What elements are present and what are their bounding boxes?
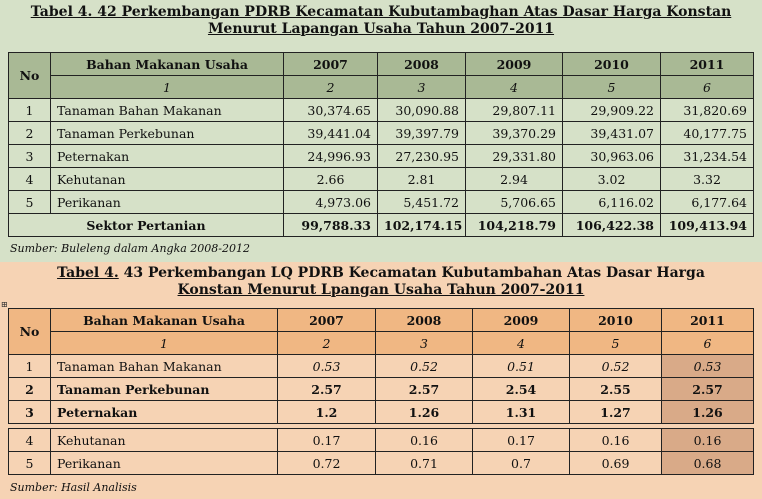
row-value: 3.32 — [661, 168, 754, 191]
table1-source: Sumber: Buleleng dalam Angka 2008-2012 — [10, 242, 251, 255]
table2-title-rest: 43 Perkembangan LQ PDRB Kecamatan Kubutambahan Atas Dasar Harga — [118, 265, 705, 281]
row-item: Peternakan — [51, 401, 278, 424]
index-cell: 2 — [278, 332, 376, 355]
row-value: 0.53 — [278, 355, 376, 378]
row-no: 4 — [9, 168, 51, 191]
row-value: 2.66 — [284, 168, 378, 191]
row-item: Kehutanan — [51, 429, 278, 452]
row-value: 0.16 — [662, 429, 754, 452]
row-no: 3 — [9, 145, 51, 168]
lq-table — [8, 308, 754, 475]
table-row — [9, 99, 754, 122]
row-item: Perikanan — [51, 191, 284, 214]
row-value: 29,807.11 — [466, 99, 563, 122]
row-value: 4,973.06 — [284, 191, 378, 214]
row-item: Tanaman Bahan Makanan — [51, 99, 284, 122]
table-row — [9, 429, 754, 452]
row-value: 31,234.54 — [661, 145, 754, 168]
row-item: Kehutanan — [51, 168, 284, 191]
row-value: 29,909.22 — [563, 99, 661, 122]
row-value: 0.17 — [278, 429, 376, 452]
row-value: 24,996.93 — [284, 145, 378, 168]
row-value: 2.81 — [378, 168, 466, 191]
move-handle-icon[interactable]: ⊞ — [1, 300, 8, 309]
row-value: 1.26 — [662, 401, 754, 424]
table-row — [9, 378, 754, 401]
total-value: 99,788.33 — [284, 214, 378, 237]
header-year: 2008 — [378, 53, 466, 76]
row-value: 2.57 — [662, 378, 754, 401]
row-value: 31,820.69 — [661, 99, 754, 122]
row-no: 5 — [9, 191, 51, 214]
table1-title-line1: Tabel 4. 42 Perkembangan PDRB Kecamatan Kubutambaghan Atas Dasar Harga Konstan — [30, 4, 732, 20]
table1-title — [0, 4, 762, 38]
row-value: 39,397.79 — [378, 122, 466, 145]
row-item: Tanaman Perkebunan — [51, 378, 278, 401]
row-value: 6,177.64 — [661, 191, 754, 214]
index-cell: 6 — [662, 332, 754, 355]
total-value: 102,174.15 — [378, 214, 466, 237]
row-value: 1.26 — [376, 401, 473, 424]
row-value: 5,706.65 — [466, 191, 563, 214]
lq-section — [0, 262, 762, 499]
row-item: Tanaman Bahan Makanan — [51, 355, 278, 378]
row-item: Perikanan — [51, 452, 278, 475]
row-value: 5,451.72 — [378, 191, 466, 214]
row-value: 2.94 — [466, 168, 563, 191]
header-year: 2011 — [662, 309, 754, 332]
table2-source: Sumber: Hasil Analisis — [10, 481, 137, 494]
table-row — [9, 145, 754, 168]
header-year: 2009 — [473, 309, 570, 332]
row-value: 0.71 — [376, 452, 473, 475]
header-item: Bahan Makanan Usaha — [51, 309, 278, 332]
index-cell: 5 — [570, 332, 662, 355]
row-value: 0.72 — [278, 452, 376, 475]
row-value: 30,374.65 — [284, 99, 378, 122]
total-label: Sektor Pertanian — [9, 214, 284, 237]
row-value: 0.16 — [570, 429, 662, 452]
total-row — [9, 214, 754, 237]
row-value: 1.27 — [570, 401, 662, 424]
header-year: 2010 — [570, 309, 662, 332]
index-cell: 4 — [473, 332, 570, 355]
index-cell: 3 — [378, 76, 466, 99]
header-no: No — [9, 53, 51, 99]
row-value: 39,370.29 — [466, 122, 563, 145]
row-value: 2.57 — [376, 378, 473, 401]
row-value: 2.57 — [278, 378, 376, 401]
row-value: 39,441.04 — [284, 122, 378, 145]
row-value: 0.7 — [473, 452, 570, 475]
header-year: 2007 — [278, 309, 376, 332]
row-value: 40,177.75 — [661, 122, 754, 145]
row-no: 2 — [9, 378, 51, 401]
row-no: 1 — [9, 99, 51, 122]
header-year: 2010 — [563, 53, 661, 76]
row-value: 0.69 — [570, 452, 662, 475]
header-item: Bahan Makanan Usaha — [51, 53, 284, 76]
table1-title-line2: Menurut Lapangan Usaha Tahun 2007-2011 — [207, 21, 555, 37]
row-value: 0.17 — [473, 429, 570, 452]
row-value: 2.54 — [473, 378, 570, 401]
index-cell: 3 — [376, 332, 473, 355]
row-value: 0.51 — [473, 355, 570, 378]
index-cell: 4 — [466, 76, 563, 99]
row-value: 0.68 — [662, 452, 754, 475]
row-item: Peternakan — [51, 145, 284, 168]
index-cell: 1 — [51, 332, 278, 355]
index-cell: 1 — [51, 76, 284, 99]
row-value: 0.16 — [376, 429, 473, 452]
row-no: 5 — [9, 452, 51, 475]
table2-title-prefix: Tabel 4. — [57, 265, 119, 281]
row-value: 0.52 — [376, 355, 473, 378]
row-no: 2 — [9, 122, 51, 145]
table-row — [9, 452, 754, 475]
table-row — [9, 355, 754, 378]
index-cell: 5 — [563, 76, 661, 99]
total-value: 106,422.38 — [563, 214, 661, 237]
table2-title-line2: Konstan Menurut Lpangan Usaha Tahun 2007-2011 — [177, 282, 585, 298]
table-row — [9, 122, 754, 145]
total-value: 109,413.94 — [661, 214, 754, 237]
row-value: 30,090.88 — [378, 99, 466, 122]
row-value: 39,431.07 — [563, 122, 661, 145]
row-no: 4 — [9, 429, 51, 452]
total-value: 104,218.79 — [466, 214, 563, 237]
header-no: No — [9, 309, 51, 355]
row-value: 1.2 — [278, 401, 376, 424]
header-year: 2007 — [284, 53, 378, 76]
row-value: 3.02 — [563, 168, 661, 191]
header-year: 2009 — [466, 53, 563, 76]
header-year: 2008 — [376, 309, 473, 332]
index-cell: 2 — [284, 76, 378, 99]
table-row — [9, 401, 754, 424]
row-value: 29,331.80 — [466, 145, 563, 168]
row-value: 2.55 — [570, 378, 662, 401]
row-value: 1.31 — [473, 401, 570, 424]
header-year: 2011 — [661, 53, 754, 76]
row-no: 1 — [9, 355, 51, 378]
pdrb-table — [8, 52, 754, 237]
row-item: Tanaman Perkebunan — [51, 122, 284, 145]
table-row — [9, 191, 754, 214]
row-value: 6,116.02 — [563, 191, 661, 214]
row-no: 3 — [9, 401, 51, 424]
row-value: 0.53 — [662, 355, 754, 378]
table2-title — [0, 265, 762, 299]
row-value: 0.52 — [570, 355, 662, 378]
row-value: 27,230.95 — [378, 145, 466, 168]
row-value: 30,963.06 — [563, 145, 661, 168]
table-row — [9, 168, 754, 191]
index-cell: 6 — [661, 76, 754, 99]
